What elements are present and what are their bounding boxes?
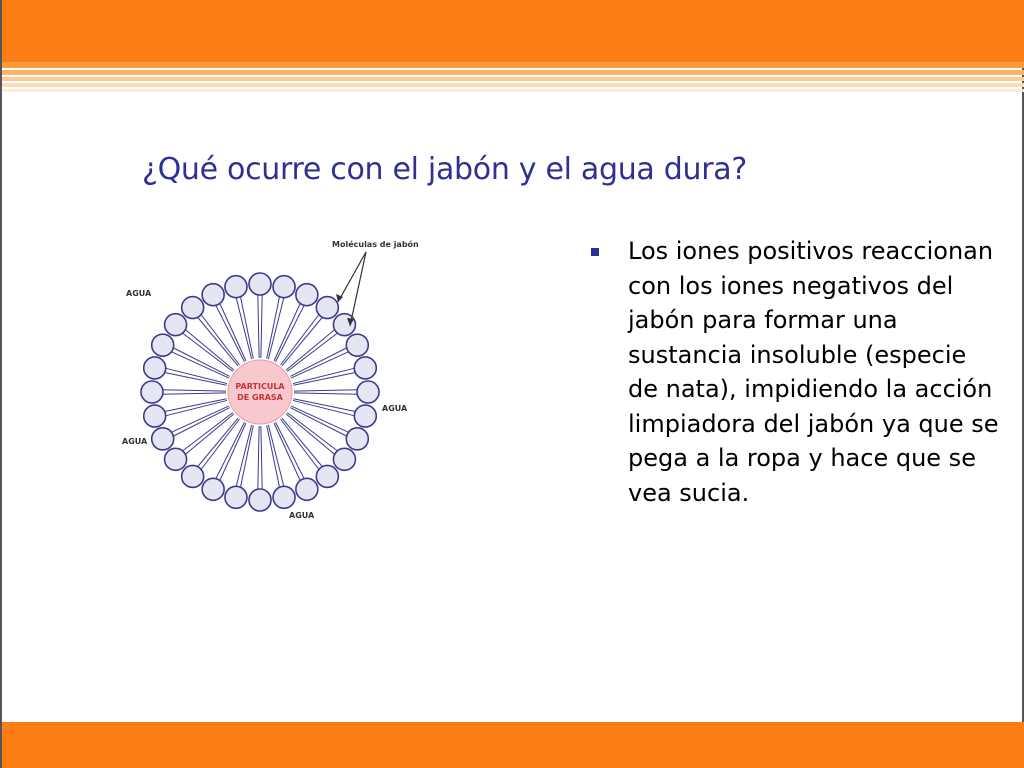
molecules-label: Moléculas de jabón: [332, 240, 419, 249]
soap-tail: [197, 317, 238, 366]
soap-head: [354, 357, 376, 379]
soap-tail: [267, 296, 280, 359]
soap-head: [152, 334, 174, 356]
soap-tail: [240, 296, 253, 359]
water-label: AGUA: [126, 289, 152, 298]
soap-head: [225, 276, 247, 298]
soap-head: [273, 486, 295, 508]
grease-particle-label-1: PARTICULA: [235, 382, 285, 391]
grease-particle-label-2: DE GRASA: [237, 393, 283, 402]
soap-tail: [240, 425, 253, 488]
soap-head: [249, 273, 271, 295]
soap-tail: [293, 372, 356, 385]
soap-tail: [219, 303, 246, 361]
water-label: AGUA: [122, 437, 148, 446]
soap-tail: [185, 414, 234, 455]
soap-tail: [286, 329, 335, 370]
micelle-diagram: [114, 228, 444, 528]
soap-tail: [282, 418, 323, 467]
soap-head: [346, 428, 368, 450]
soap-tail: [171, 406, 229, 433]
soap-head: [316, 465, 338, 487]
soap-head: [333, 448, 355, 470]
soap-tail: [261, 294, 262, 358]
soap-head: [152, 428, 174, 450]
soap-tail: [162, 393, 226, 394]
grease-particle: [228, 360, 292, 424]
bottom-orange-bar: [2, 722, 1024, 768]
soap-tail: [258, 294, 259, 358]
soap-head: [144, 357, 166, 379]
soap-tail: [291, 351, 349, 378]
soap-tail: [293, 399, 356, 412]
soap-head: [354, 405, 376, 427]
soap-tail: [267, 425, 280, 488]
soap-tail: [274, 423, 301, 481]
soap-head: [346, 334, 368, 356]
label-arrow: [338, 252, 366, 302]
soap-head: [357, 381, 379, 403]
soap-tail: [219, 423, 246, 481]
soap-head: [141, 381, 163, 403]
soap-head: [182, 297, 204, 319]
bullet-marker: [591, 248, 599, 256]
water-label: AGUA: [289, 511, 315, 520]
soap-head: [296, 284, 318, 306]
header-stripe: [2, 89, 1024, 92]
soap-tail: [291, 406, 349, 433]
soap-head: [249, 489, 271, 511]
soap-head: [165, 314, 187, 336]
soap-head: [273, 276, 295, 298]
soap-tail: [294, 390, 358, 391]
soap-head: [165, 448, 187, 470]
soap-tail: [258, 426, 259, 490]
soap-head: [202, 478, 224, 500]
soap-tail: [164, 399, 227, 412]
bullet-text: Los iones positivos reaccionan con los iones negativos del jabón para formar una sustancia insoluble (especie de nata), impidiendo la acción limpiadora del jabón ya que se pega a la ropa y hace que se vea sucia.: [628, 237, 999, 507]
soap-tail: [286, 414, 335, 455]
label-arrow: [350, 252, 366, 326]
soap-tail: [164, 372, 227, 385]
header-stripe: [2, 83, 1024, 87]
header-stripe: [2, 77, 1024, 81]
soap-tail: [274, 303, 301, 361]
soap-tail: [171, 351, 229, 378]
header-stripe: [2, 62, 1024, 68]
soap-head: [296, 478, 318, 500]
soap-tail: [294, 393, 358, 394]
soap-head: [225, 486, 247, 508]
soap-tail: [261, 426, 262, 490]
soap-tail: [197, 418, 238, 467]
water-label: AGUA: [382, 404, 408, 413]
slide-title: ¿Qué ocurre con el jabón y el agua dura?: [142, 152, 747, 187]
top-orange-bar: [2, 0, 1024, 62]
soap-tail: [162, 390, 226, 391]
soap-head: [316, 297, 338, 319]
soap-head: [202, 284, 224, 306]
soap-head: [144, 405, 166, 427]
header-stripe: [2, 70, 1024, 75]
soap-tail: [185, 329, 234, 370]
soap-tail: [282, 317, 323, 366]
soap-head: [182, 465, 204, 487]
